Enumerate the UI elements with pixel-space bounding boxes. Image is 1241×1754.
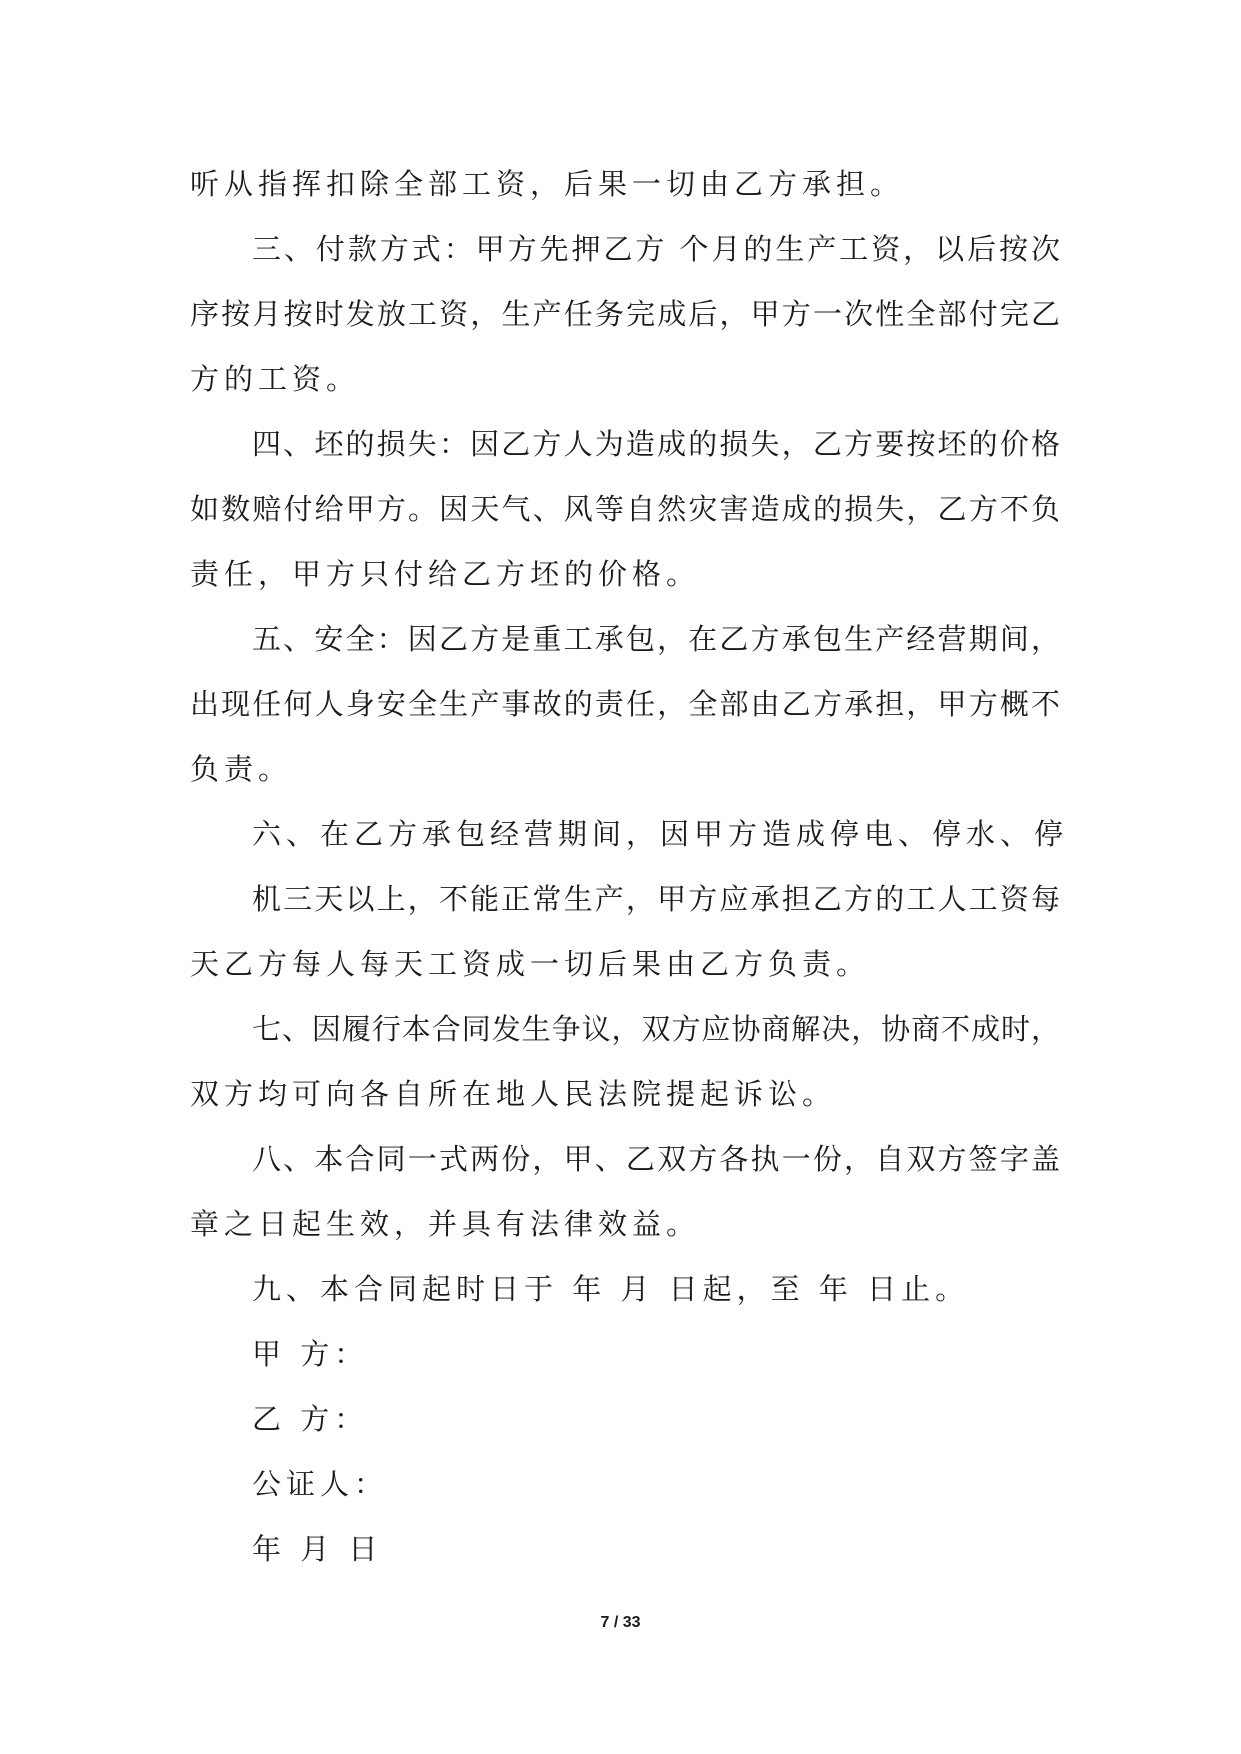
text-line: 出现任何人身安全生产事故的责任，全部由乙方承担，甲方概不 [190, 687, 1060, 721]
contract-body [190, 152, 1069, 1582]
clause-5-safety: 五、安全：因乙方是重工承包，在乙方承包生产经营期间， [252, 622, 1060, 656]
text-line: 如数赔付给甲方。因天气、风等自然灾害造成的损失，乙方不负 [190, 492, 1060, 526]
clause-3-payment: 三、付款方式：甲方先押乙方 个月的生产工资，以后按次 [252, 232, 1060, 266]
page-number: 7 / 33 [600, 1614, 641, 1631]
text-line: 听从指挥扣除全部工资，后果一切由乙方承担。 [190, 167, 905, 201]
text-line: 章之日起生效，并具有法律效益。 [190, 1207, 701, 1241]
text-line: 双方均可向各自所在地人民法院提起诉讼。 [190, 1077, 837, 1111]
text-line: 机三天以上，不能正常生产，甲方应承担乙方的工人工资每 [252, 882, 1060, 916]
signing-date: 年 月 日 [252, 1532, 383, 1566]
clause-6-outage: 六、在乙方承包经营期间，因甲方造成停电、停水、停 [252, 817, 1069, 851]
text-line: 序按月按时发放工资，生产任务完成后，甲方一次性全部付完乙 [190, 297, 1060, 331]
clause-9-term: 九、本合同起时日于 年 月 日起，至 年 日止。 [252, 1272, 970, 1306]
clause-7-dispute: 七、因履行本合同发生争议，双方应协商解决，协商不成时， [252, 1012, 1060, 1046]
clause-8-copies: 八、本合同一式两份，甲、乙双方各执一份，自双方签字盖 [252, 1142, 1060, 1176]
clause-4-loss: 四、坯的损失：因乙方人为造成的损失，乙方要按坯的价格 [252, 427, 1060, 461]
party-b-signature: 乙 方： [252, 1402, 369, 1436]
party-a-signature: 甲 方： [252, 1337, 369, 1371]
text-line: 方的工资。 [190, 362, 361, 396]
text-line: 责任，甲方只付给乙方坯的价格。 [190, 557, 701, 591]
text-line: 天乙方每人每天工资成一切后果由乙方负责。 [190, 947, 871, 981]
notary-signature: 公证人： [252, 1467, 389, 1501]
text-line: 负责。 [190, 752, 293, 786]
